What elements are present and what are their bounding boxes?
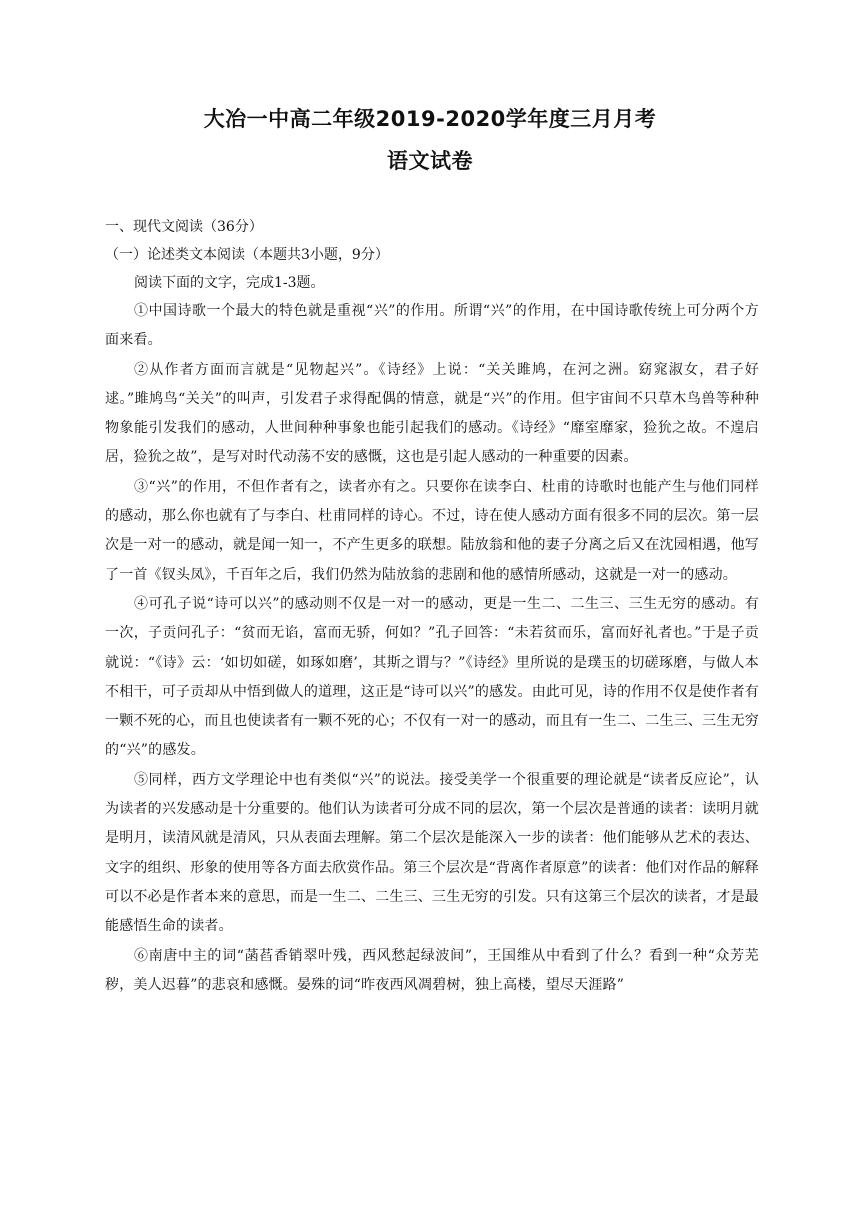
exam-subtitle: 语文试卷	[387, 149, 473, 173]
section-heading: 一、现代文阅读（36分）	[105, 219, 263, 235]
paragraph-2: ②从作者方面而言就是“见物起兴”。《诗经》上说：“关关雎鸠，在河之洲。窈窕淑女，君子好逑。”雎鸠鸟“关关”的叫声，引发君子求得配偶的情意，就是“兴”的作用。但宇宙间不只草木鸟兽等种种物象能引发我们的感动，人世间种种事象也能引起我们的感动。《诗经》“靡室靡家，猃狁之故。不遑启居，猃狁之故”，是写对时代动荡不安的感慨，这也是引起人感动的一种重要的因素。	[105, 361, 759, 466]
exam-title: 大冶一中高二年级2019-2020学年度三月月考	[203, 107, 657, 131]
reading-instruction: 阅读下面的文字，完成1-3题。	[134, 275, 325, 291]
subsection-heading: （一）论述类文本阅读（本题共3小题，9分）	[105, 247, 389, 263]
paragraph-3: ③“兴”的作用，不但作者有之，读者亦有之。只要你在读李白、杜甫的诗歌时也能产生与他们同样的感动，那么你也就有了与李白、杜甫同样的诗心。不过，诗在使人感动方面有很多不同的层次。第一层次是一对一的感动，就是闻一知一，不产生更多的联想。陆放翁和他的妻子分离之后又在沈园相遇，他写了一首《钗头凤》，千百年之后，我们仍然为陆放翁的悲剧和他的感情所感动，这就是一对一的感动。	[105, 478, 759, 583]
paragraph-5: ⑤同样，西方文学理论中也有类似“兴”的说法。接受美学一个很重要的理论就是“读者反应论”，认为读者的兴发感动是十分重要的。他们认为读者可分成不同的层次，第一个层次是普通的读者：读明月就是明月，读清风就是清风，只从表面去理解。第二个层次是能深入一步的读者：他们能够从艺术的表达、文字的组织、形象的使用等各方面去欣赏作品。第三个层次是“背离作者原意”的读者：他们对作品的解释可以不必是作者本来的意思，而是一生二、二生三、三生无穷的引发。只有这第三个层次的读者，才是最能感悟生命的读者。	[105, 771, 759, 935]
paragraph-4: ④可孔子说“诗可以兴”的感动则不仅是一对一的感动，更是一生二、二生三、三生无穷的感动。有一次，子贡问孔子：“贫而无谄，富而无骄，何如？”孔子回答：“未若贫而乐，富而好礼者也。”于是子贡就说：“《诗》云：‘如切如磋，如琢如磨’，其斯之谓与？”《诗经》里所说的是璞玉的切磋琢磨，与做人本不相干，可子贡却从中悟到做人的道理，这正是“诗可以兴”的感发。由此可见，诗的作用不仅是使作者有一颗不死的心，而且也使读者有一颗不死的心；不仅有一对一的感动，而且有一生二、二生三、三生无穷的“兴”的感发。	[105, 595, 759, 759]
paragraph-6: ⑥南唐中主的词“菡萏香销翠叶残，西风愁起绿波间”，王国维从中看到了什么？看到一种“众芳芜秽，美人迟暮”的悲哀和感慨。晏殊的词“昨夜西风凋碧树，独上高楼，望尽天涯路”	[105, 947, 759, 993]
exam-content	[105, 213, 759, 1000]
paragraph-1: ①中国诗歌一个最大的特色就是重视“兴”的作用。所谓“兴”的作用，在中国诗歌传统上可分两个方面来看。	[105, 303, 759, 349]
